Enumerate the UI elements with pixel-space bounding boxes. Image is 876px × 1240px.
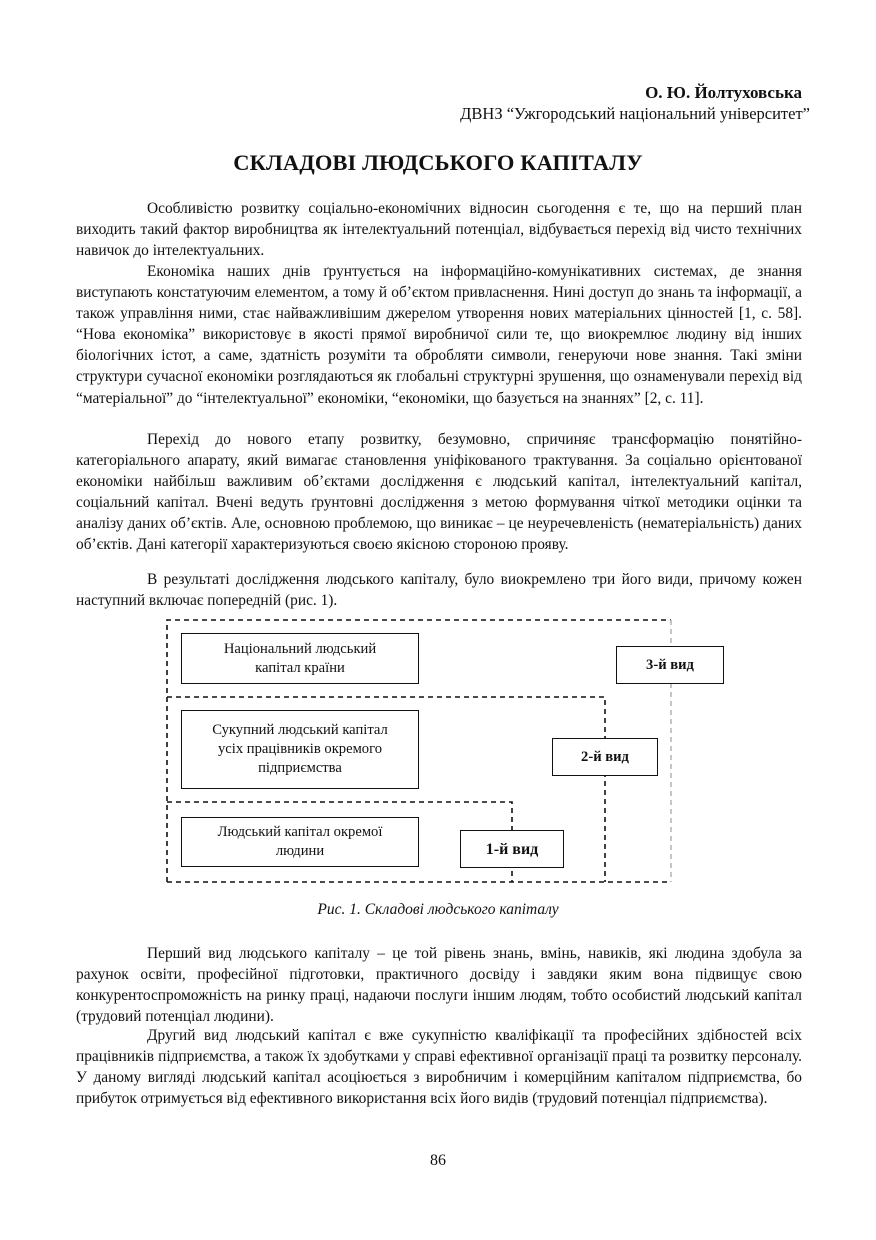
box-enterprise-capital-label: Сукупний людський капітал усіх працівників окремого підприємства [212, 722, 388, 776]
article-title: СКЛАДОВІ ЛЮДСЬКОГО КАПІТАЛУ [233, 150, 643, 175]
box-individual-capital-label: Людський капітал окремої людини [217, 824, 383, 859]
paragraph-3: Перехід до нового етапу розвитку, безумовно, спричиняє трансформацію понятійно-категоріального апарату, який вимагає становлення уніфікованого трактування. За соціально орієнтованої економіки найбільш важливим об’єктами дослідження є людський капітал, інтелектуальний капітал, соціальний капітал. Вчені ведуть ґрунтовні дослідження з метою формування чіткої методики оцінки та аналізу даних об’єктів. Але, основною проблемою, що виникає – це неуречевленість (нематеріальність) даних об’єктів. Дані категорії характеризуються своєю якісною стороною прояву. [76, 431, 802, 554]
paragraph-5: Перший вид людського капіталу – це той рівень знань, вмінь, навиків, які людина здобула за рахунок освіти, професійної підготовки, практичного досвіду і завдяки яким вона підвищує свою конкурентоспроможність на ринку праці, надаючи послуги іншим людям, тобто особистий людський капітал (трудовий потенціал людини). [76, 945, 802, 1026]
affiliation: ДВНЗ “Ужгородський національний університет” [460, 104, 810, 123]
box-national-capital [181, 633, 419, 684]
figure-caption: Рис. 1. Складові людського капіталу [317, 901, 559, 918]
type-2-label: 2-й вид [581, 748, 629, 765]
paragraph-1: Особливістю розвитку соціально-економічних відносин сьогодення є те, що на перший план виходить такий фактор виробництва як інтелектуальний потенціал, відбувається перехід від чисто технічних навичок до інтелектуальних. [76, 200, 802, 260]
paragraph-2: Економіка наших днів ґрунтується на інформаційно-комунікативних системах, де знання виступають констатуючим елементом, а тому й об’єктом привласнення. Нині доступ до знань та інформації, а також управління ними, стає найважливішим джерелом утворення нових матеріальних цінностей [1, с. 58]. “Нова економіка” використовує в якості прямої виробничої сили те, що виокремлює людину від інших біологічних істот, а саме, здатність розуміти та обробляти символи, генеруючи нове знання. Такі зміни структури сучасної економіки розглядаються як глобальні структурні зрушення, що ознаменували перехід від “матеріальної” до “інтелектуальної” економіки, “економіки, що базується на знаннях” [2, с. 11]. [76, 263, 802, 407]
type-1-label: 1-й вид [485, 840, 539, 858]
box-type-1 [460, 830, 564, 868]
box-enterprise-capital [181, 710, 419, 789]
box-individual-capital [181, 817, 419, 867]
type-3-label: 3-й вид [646, 656, 694, 673]
box-type-2 [552, 738, 658, 776]
box-type-3 [616, 646, 724, 684]
author-name: О. Ю. Йолтуховська [645, 83, 802, 102]
paragraph-4: В результаті дослідження людського капіталу, було виокремлено три його види, причому кожен наступний включає попередній (рис. 1). [76, 571, 802, 610]
paragraph-6: Другий вид людський капітал є вже сукупністю кваліфікації та професійних здібностей всіх працівників підприємства, а також їх здобутками у справі ефективної організації праці та розвитку персоналу. У даному вигляді людський капітал асоціюється з виробничим і комерційним капіталом підприємства, бо прибуток отримується від ефективного використання всіх його видів (трудовий потенціал підприємства). [76, 1027, 802, 1108]
page-number: 86 [430, 1152, 446, 1169]
box-national-capital-label: Національний людський капітал країни [223, 640, 377, 676]
